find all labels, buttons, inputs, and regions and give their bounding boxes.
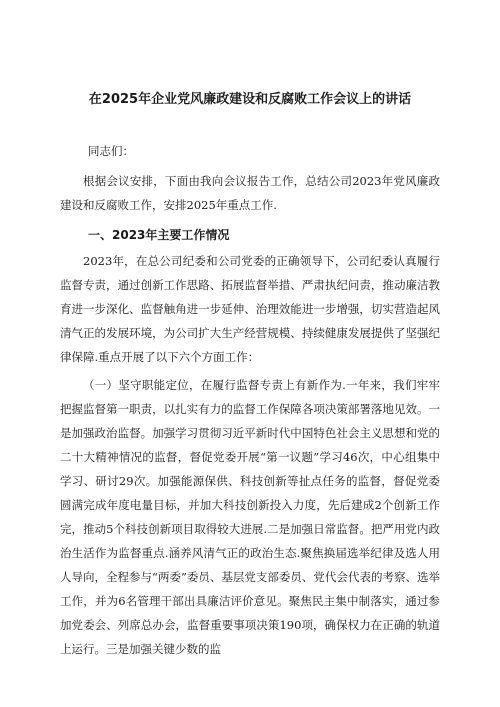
section-paragraph: 2023年，在总公司纪委和公司党委的正确领导下，公司纪委认真履行监督专责，通过创新工作思路、拓展监督举措、严肃执纪问责，推动廉洁教育进一步深化、监督触角进一步延伸、治理效能进一步增强，切实营造起风清气正的发展环境，为公司扩大生产经营规模、持续健康发展提供了坚强纪律保障.重点开展了以下六个方面工作： [60, 254, 440, 364]
salutation: 同志们： [88, 144, 134, 158]
intro-paragraph: 根据会议安排，下面由我向会议报告工作，总结公司2023年党风廉政建设和反腐败工作，安排2025年重点工作. [60, 174, 440, 212]
subsection-paragraph: （一）坚守职能定位，在履行监督专责上有新作为.一年来，我们牢牢把握监督第一职责，以扎实有力的监督工作保障各项决策部署落地见效。一是加强政治监督。加强学习贯彻习近平新时代中国特色社会主义思想和党的二十大精神情况的监督，督促党委开展“第一议题”学习46次，中心组集中学习、研讨29次。加强能源保供、科技创新等扯点任务的监督，督促党委圆满完成年度电量目标，并加大科技创新投入力度，先后建成2个创新工作完，推动5个科技创新项目取得较大进展.二是加强日常监督。把严用党内政治生活作为监督重点.涵养风清气正的政治生态.聚焦换届选举纪律及选人用人导向，全程参与“两委”委员、基层党支部委员、党代会代表的考察、选举工作，并为6名管理干部出具廉洁评价意见。聚焦民主集中制落实，通过参加党委会、列席总办会，监督重要事项决策190项，确保权力在正确的轨道上运行。三是加强关键少数的监 [60, 378, 440, 656]
document-title: 在2025年企业党风廉政建设和反腐败工作会议上的讲话 [88, 92, 412, 107]
section-heading: 一、2023年主要工作情况 [88, 228, 230, 242]
